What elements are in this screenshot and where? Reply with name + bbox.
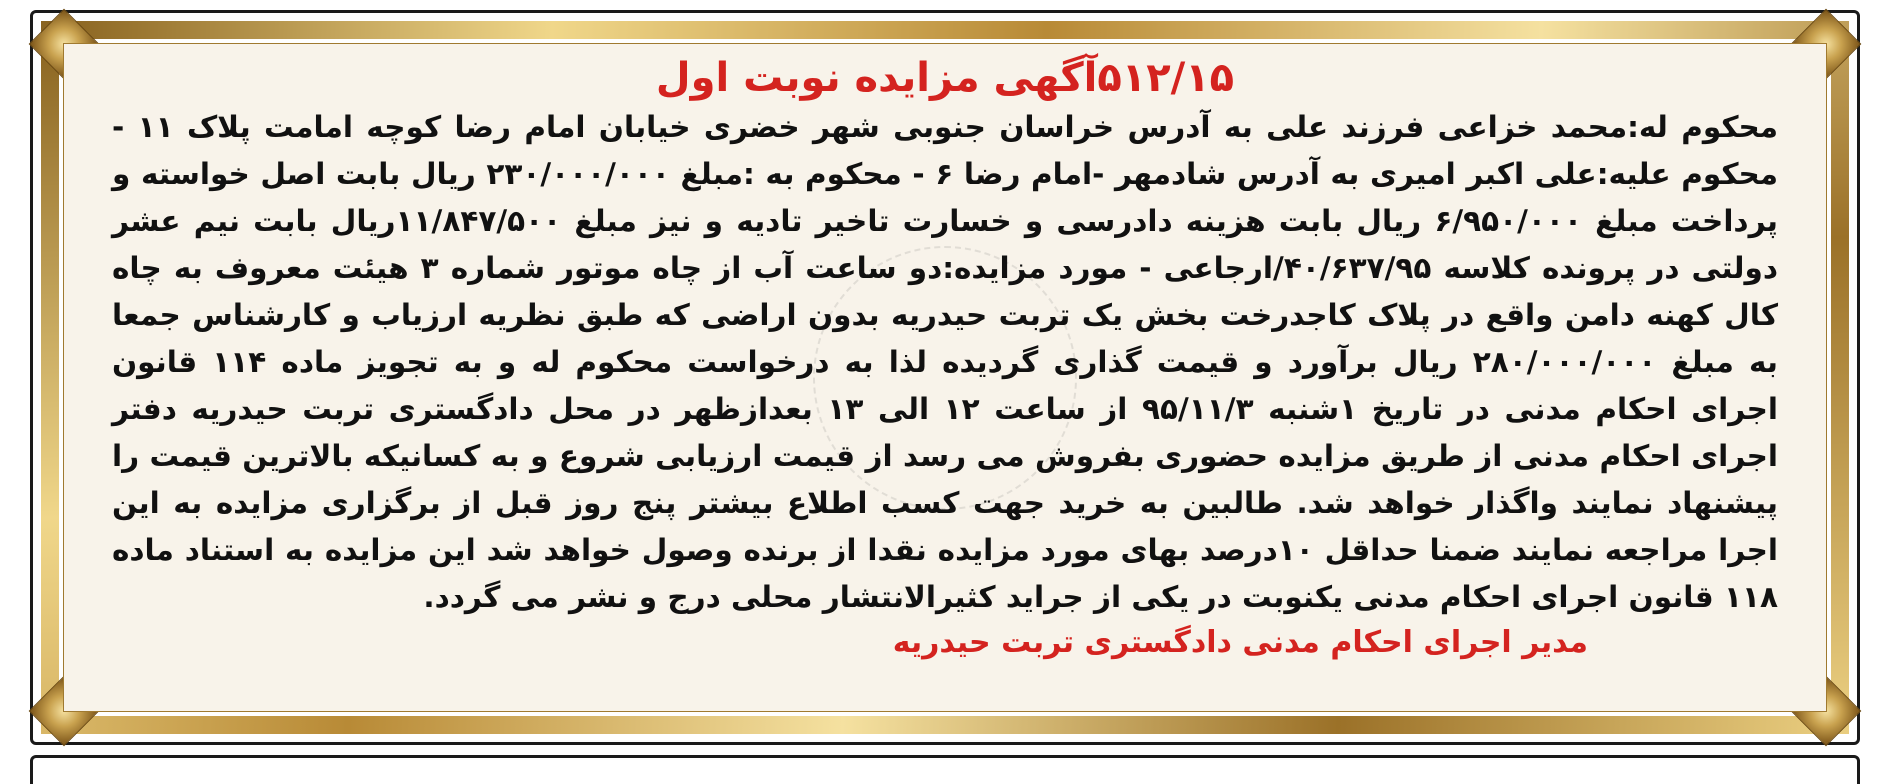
notice-body: محکوم له:محمد خزاعی فرزند علی به آدرس خراسان جنوبی شهر خضری خیابان امام رضا کوچه امامت پلاک ۱۱ - محکوم علیه:علی اکبر امیری به آدرس شادمهر -امام رضا ۶ - محکوم به :مبلغ ۲۳۰/۰۰۰/۰۰۰ ریال بابت اصل خواسته و پرداخت مبلغ ۶/۹۵۰/۰۰۰ ریال بابت هزینه دادرسی و خسارت تاخیر تادیه و نیز مبلغ ۱۱/۸۴۷/۵۰۰ریال بابت نیم عشر دولتی در پرونده کلاسه ۴۰/۶۳۷/۹۵/ارجاعی - مورد مزایده:دو ساعت آب از چاه موتور شماره ۳ هیئت معروف به چاه کال کهنه دامن واقع در پلاک کاجدرخت بخش یک تربت حیدریه بدون اراضی که طبق نظریه ارزیاب و کارشناس جمعا به مبلغ ۲۸۰/۰۰۰/۰۰۰ ریال برآورد و قیمت گذاری گردیده لذا به درخواست محکوم له و به تجویز ماده ۱۱۴ قانون اجرای احکام مدنی در تاریخ ۱شنبه ۹۵/۱۱/۳ از ساعت ۱۲ الی ۱۳ بعدازظهر در محل دادگستری تربت حیدریه دفتر اجرای احکام مدنی از طریق مزایده حضوری بفروش می رسد از قیمت ارزیابی شروع و به کسانیکه بالاترین قیمت را پیشنهاد نمایند واگذار خواهد شد. طالبین به خرید جهت کسب اطلاع بیشتر پنج روز قبل از برگزاری مزایده به این اجرا مراجعه نمایند ضمنا حداقل ۱۰درصد بهای مورد مزایده نقدا از برنده وصول خواهد شد این مزایده به استناد ماده ۱۱۸ قانون اجرای احکام مدنی یکنوبت در یکی از جراید کثیرالانتشار محلی درج و نشر می گردد. bbox=[112, 110, 1779, 614]
notice-title: ۵۱۲/۱۵آگهی مزایده نوبت اول bbox=[655, 55, 1235, 101]
notice-signature: مدیر اجرای احکام مدنی دادگستری تربت حیدریه bbox=[892, 625, 1588, 660]
notice-panel bbox=[63, 43, 1827, 712]
next-notice-frame-edge bbox=[30, 755, 1860, 784]
notice-content bbox=[112, 50, 1778, 705]
notice-frame bbox=[30, 10, 1860, 745]
